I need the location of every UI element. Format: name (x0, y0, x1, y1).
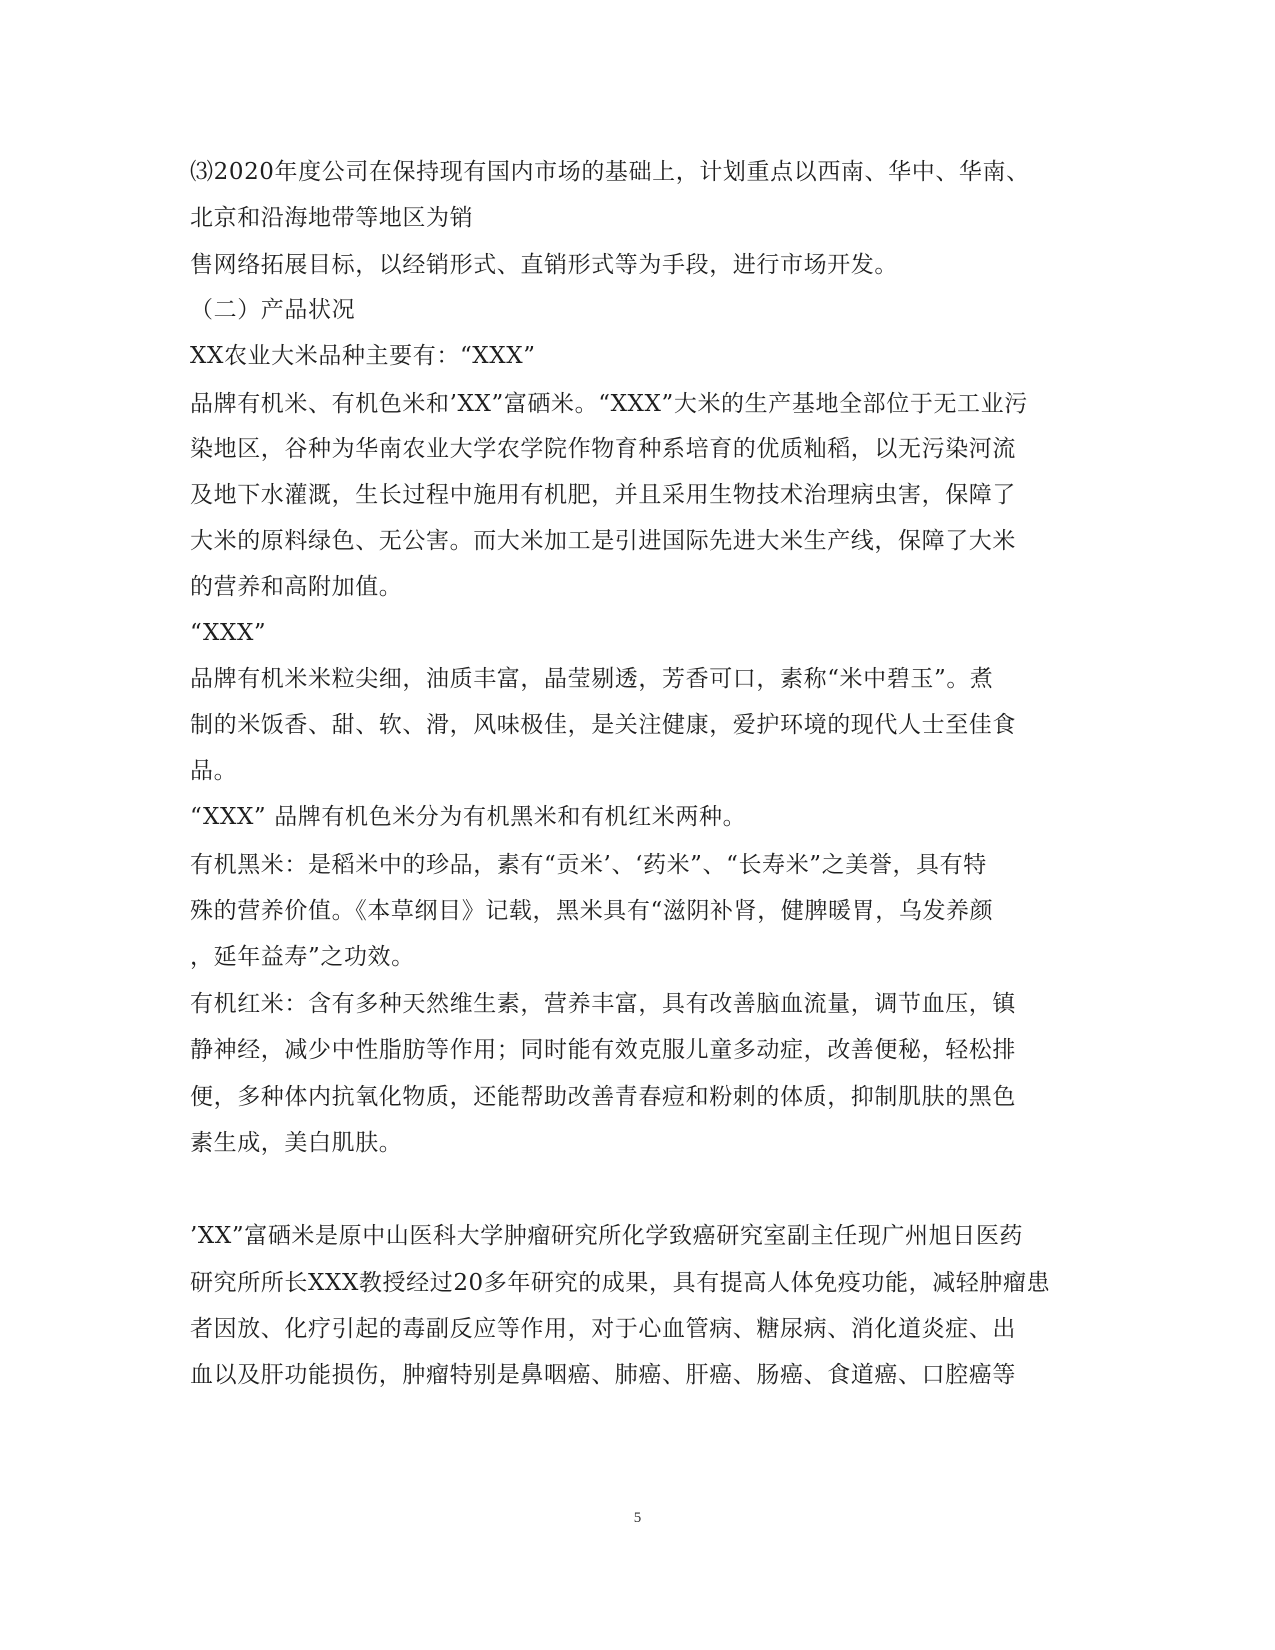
text-line: “XXX” (190, 620, 267, 646)
text-line: 血以及肝功能损伤，肿瘤特别是鼻咽癌、肺癌、肝癌、肠癌、食道癌、口腔癌等 (190, 1362, 1016, 1388)
section-heading: （二）产品状况 (190, 297, 356, 323)
text-line: 售网络拓展目标，以经销形式、直销形式等为手段，进行市场开发。 (190, 252, 898, 278)
text-line: 大米的原料绿色、无公害。而大米加工是引进国际先进大米生产线，保障了大米 (190, 528, 1016, 554)
page-number: 5 (633, 1510, 642, 1526)
text-line: 品牌有机米米粒尖细，油质丰富，晶莹剔透，芳香可口，素称“米中碧玉”。煮 (190, 666, 994, 692)
text-line: 便，多种体内抗氧化物质，还能帮助改善青春痘和粉刺的体质，抑制肌肤的黑色 (190, 1084, 1016, 1110)
text-line: 染地区，谷种为华南农业大学农学院作物育种系培育的优质籼稻，以无污染河流 (190, 436, 1016, 462)
text-line: 素生成，美白肌肤。 (190, 1130, 403, 1156)
text-line: 静神经，减少中性脂肪等作用；同时能有效克服儿童多动症，改善便秘，轻松排 (190, 1037, 1016, 1063)
text-line: 殊的营养价值。《本草纲目》记载，黑米具有“滋阴补肾，健脾暖胃，乌发养颜 (190, 898, 994, 924)
text-line: 北京和沿海地带等地区为销 (190, 205, 474, 231)
text-line: 有机黑米：是稻米中的珍品，素有“贡米’、‘药米”、“长寿米”之美誉，具有特 (190, 852, 987, 878)
text-line: ，延年益寿”之功效。 (190, 944, 415, 970)
text-line: 制的米饭香、甜、软、滑，风味极佳，是关注健康，爱护环境的现代人士至佳食 (190, 712, 1016, 738)
text-line: ’XX”富硒米是原中山医科大学肿瘤研究所化学致癌研究室副主任现广州旭日医药 (190, 1223, 1024, 1249)
text-line: XX农业大米品种主要有：“XXX” (190, 343, 536, 369)
text-line: 的营养和高附加值。 (190, 574, 403, 600)
text-line: 研究所所长XXX教授经过20多年研究的成果，具有提高人体免疫功能，减轻肿瘤患 (190, 1270, 1051, 1296)
text-line: 品牌有机米、有机色米和’XX”富硒米。“XXX”大米的生产基地全部位于无工业污 (190, 391, 1028, 417)
text-line: ⑶2020年度公司在保持现有国内市场的基础上，计划重点以西南、华中、华南、 (190, 159, 1030, 185)
text-line: “XXX” 品牌有机色米分为有机黑米和有机红米两种。 (190, 804, 747, 830)
text-line: 及地下水灌溉，生长过程中施用有机肥，并且采用生物技术治理病虫害，保障了 (190, 482, 1016, 508)
text-line: 者因放、化疗引起的毒副反应等作用，对于心血管病、糖尿病、消化道炎症、出 (190, 1316, 1016, 1342)
text-line: 品。 (190, 758, 238, 784)
text-line: 有机红米：含有多种天然维生素，营养丰富，具有改善脑血流量，调节血压，镇 (190, 991, 1016, 1017)
